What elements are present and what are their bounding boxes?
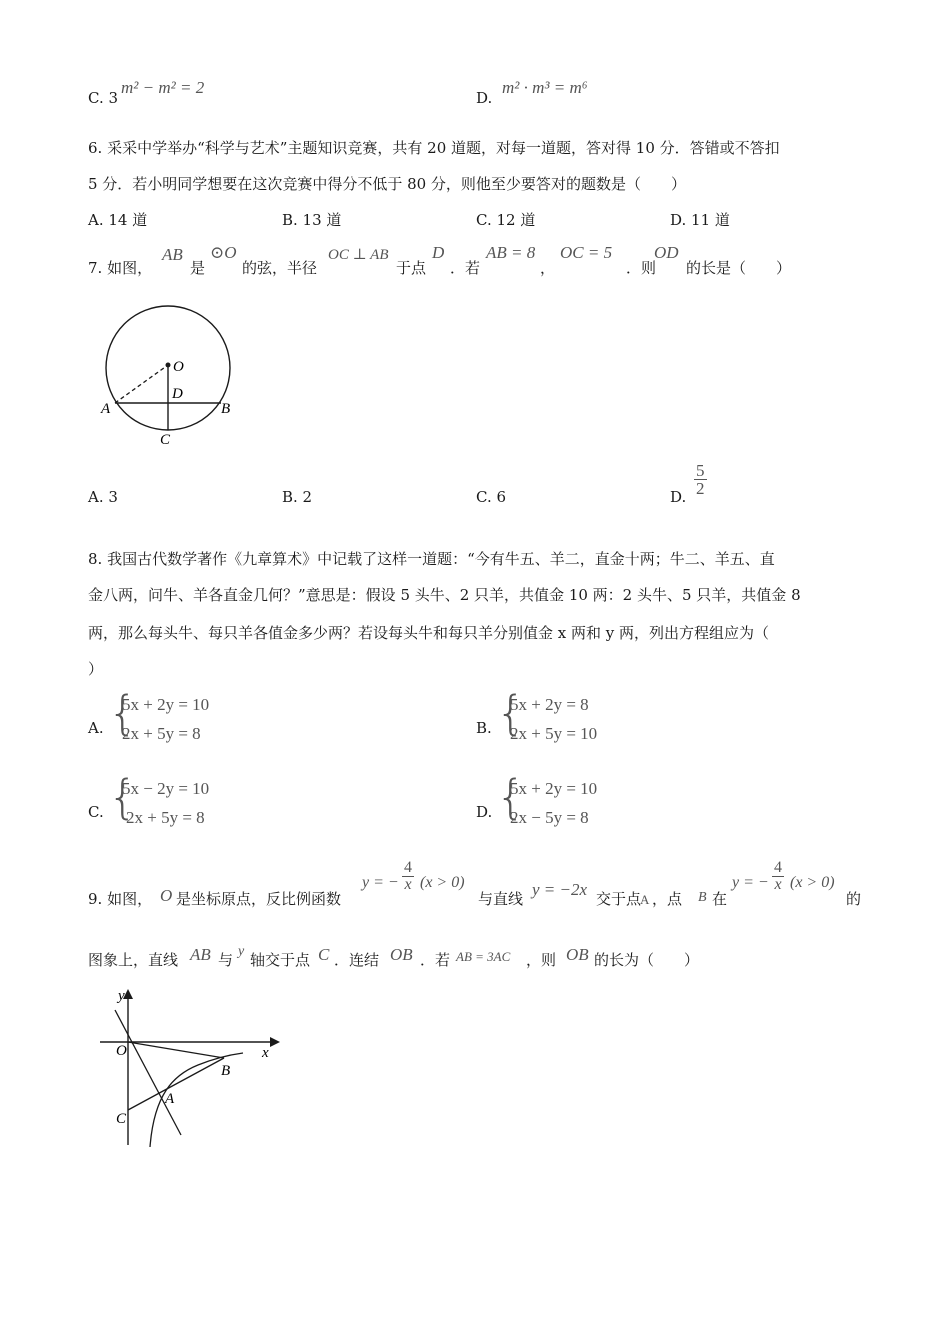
q7-label-o: O [173, 359, 184, 375]
q8-option-d-brace: { [496, 770, 526, 824]
q9-label-x: x [262, 1045, 269, 1061]
q9-y-eq-1: y = − [362, 874, 399, 891]
q7-center-point [166, 363, 171, 368]
q8-option-a-label: A. [88, 719, 104, 737]
q9-prefix: 9. 如图， [88, 890, 153, 908]
q9-point-a: A [640, 892, 650, 907]
q8-line-3: 两，那么每头牛、每只羊各值金多少两？若设每头牛和每只羊分别值金 x 两和 y 两，列出方程组应为（ [88, 624, 770, 642]
q8-option-c-eq1: 5x − 2y = 10 [122, 779, 210, 798]
q6-line-1: 6. 采采中学举办“科学与艺术”主题知识竞赛，共有 20 道题，对每一道题，答对得 10 分．答错或不答扣 [88, 139, 780, 157]
q9-fraction-1-den: x [404, 876, 412, 893]
q6-option-b: B. 13 道 [282, 211, 342, 229]
q9-ratio: AB = 3AC [456, 949, 511, 964]
q5-option-d-label: D. [476, 89, 493, 107]
q9-ob-2: OB [566, 945, 589, 964]
q8-option-b-label: B. [476, 719, 492, 737]
q9-label-a: A [165, 1091, 175, 1107]
q9-then-text: ，则 [526, 951, 557, 969]
q9-line-eq: y = −2x [532, 880, 588, 899]
q7-if: ．若 [450, 259, 481, 277]
q9-connect-text: ．连结 [334, 951, 380, 969]
q9-point-b: B [698, 890, 707, 905]
q7-is: 是 [190, 259, 206, 277]
q9-with-text: 与 [218, 951, 234, 969]
q8-line-4: ） [88, 660, 104, 678]
q7-option-d-fraction [694, 462, 707, 497]
q8-line-2: 金八两，问牛、羊各直金几何？”意思是：假设 5 头牛、2 只羊，共值金 10 两：2 头牛、5 只羊，共值金 8 [88, 586, 801, 604]
q9-cond-1: (x > 0) [420, 874, 465, 891]
q9-x-arrow [270, 1037, 280, 1047]
q7-oc-eq: OC = 5 [560, 243, 613, 262]
q8-option-d-label: D. [476, 803, 493, 821]
q8-option-b-system [510, 690, 597, 748]
q7-option-c: C. 6 [476, 488, 507, 506]
q8-option-c-brace: { [108, 770, 138, 824]
q9-label-y: y [118, 988, 125, 1004]
q9-cond-2: (x > 0) [790, 874, 835, 891]
q9-segment-ob [128, 1042, 224, 1058]
q9-coordinate-figure [98, 985, 283, 1150]
q9-fraction-1-num: 4 [404, 859, 412, 876]
q9-fraction-2-den: x [774, 876, 782, 893]
q7-radius-oa [115, 365, 168, 403]
q9-label-b: B [221, 1063, 231, 1079]
q9-origin-text: 是坐标原点，反比例函数 [176, 890, 342, 908]
q9-tail: 的长为（ ） [594, 951, 700, 969]
q9-line2-prefix: 图象上，直线 [88, 951, 179, 969]
q6-line-2: 5 分．若小明同学想要在这次竞赛中得分不低于 80 分，则他至少要答对的题数是（ ） [88, 175, 686, 193]
q9-if-text: ．若 [420, 951, 451, 969]
q8-option-a-system [122, 690, 209, 748]
q9-fraction-2 [772, 860, 784, 893]
q6-option-d: D. 11 道 [670, 211, 730, 229]
q7-option-b: B. 2 [282, 488, 313, 506]
q9-de-text: 的 [846, 890, 862, 908]
q7-circle-o: ⊙O [210, 243, 237, 262]
q9-c: C [318, 945, 330, 964]
q6-option-c: C. 12 道 [476, 211, 536, 229]
q9-y-axis: y [238, 944, 245, 959]
q7-circle-figure [95, 295, 245, 450]
q9-label-o: O [116, 1043, 127, 1059]
q8-option-d-eq2: 2x − 5y = 8 [510, 808, 589, 827]
q8-option-b-eq2: 2x + 5y = 10 [510, 724, 598, 743]
q5-option-c-expr: m² − m² = 2 [121, 78, 205, 97]
q8-option-d-system [510, 774, 597, 832]
q7-label-d: D [172, 386, 183, 402]
q9-ob: OB [390, 945, 413, 964]
q8-option-a-brace: { [108, 686, 138, 740]
q7-d-denominator: 2 [696, 479, 705, 498]
q8-option-c-system [122, 774, 209, 832]
q8-option-c-eq2: 2x + 5y = 8 [126, 808, 205, 827]
q7-tail: 的长是（ ） [686, 259, 792, 277]
q7-option-d: D. [670, 488, 687, 506]
q8-option-a-eq2: 2x + 5y = 8 [122, 724, 201, 743]
q7-d-numerator: 5 [696, 461, 705, 480]
q8-option-b-brace: { [496, 686, 526, 740]
q7-d: D [432, 243, 445, 262]
q9-cross-text: 轴交于点 [250, 951, 311, 969]
q7-comma: ， [540, 259, 556, 277]
q8-line-1: 8. 我国古代数学著作《九章算术》中记载了这样一道题：“今有牛五、羊二，直金十两；牛二、羊五、直 [88, 550, 775, 568]
q8-option-a-eq1: 5x + 2y = 10 [122, 695, 210, 714]
q7-prefix: 7. 如图， [88, 259, 153, 277]
q9-o: O [160, 886, 173, 905]
q9-line-ab [128, 1058, 224, 1110]
q9-fraction-2-num: 4 [774, 859, 782, 876]
q8-option-c-label: C. [88, 803, 104, 821]
q5-option-c-label: C. 3 [88, 89, 119, 107]
q7-oc-perp-ab: OC ⊥ AB [328, 247, 389, 263]
q7-then: ．则 [626, 259, 657, 277]
q7-ab-eq: AB = 8 [486, 243, 536, 262]
q7-foot-text: 于点 [396, 259, 427, 277]
q8-option-d-eq1: 5x + 2y = 10 [510, 779, 598, 798]
q7-ab: AB [162, 245, 183, 264]
q6-option-a: A. 14 道 [88, 211, 148, 229]
q9-meet-text: 交于点 [596, 890, 642, 908]
q9-line-text: 与直线 [478, 890, 524, 908]
q7-label-b: B [221, 401, 231, 417]
q7-chord-text: 的弦，半径 [242, 259, 318, 277]
q7-label-a: A [101, 401, 111, 417]
q7-od: OD [654, 243, 679, 262]
q9-point-b-prefix: ，点 [652, 890, 683, 908]
q9-fraction-1 [402, 860, 414, 893]
q9-label-c: C [116, 1111, 127, 1127]
q8-option-b-eq1: 5x + 2y = 8 [510, 695, 589, 714]
q7-label-c: C [160, 432, 171, 448]
q5-option-d-expr: m² · m³ = m⁶ [502, 78, 588, 97]
q9-on-text: 在 [712, 890, 728, 908]
q9-y-eq-2: y = − [732, 874, 769, 891]
q9-ab: AB [190, 945, 211, 964]
q7-option-a: A. 3 [88, 488, 118, 506]
